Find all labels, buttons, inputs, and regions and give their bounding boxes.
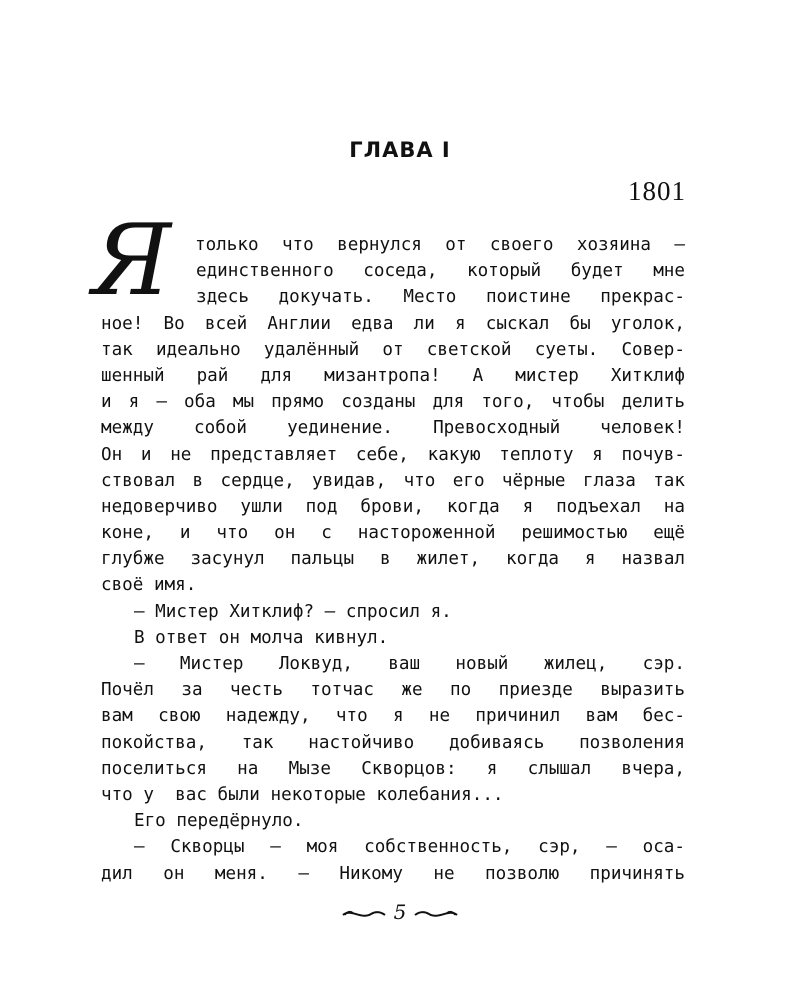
text-line: так идеально удалённый от светской суеты. Совер- <box>101 339 685 360</box>
text-line: Он и не представляет себе, какую теплоту я почув- <box>101 444 685 465</box>
right-flourish-icon <box>413 906 459 922</box>
page-number: 5 <box>393 900 407 924</box>
left-flourish-icon <box>341 906 387 922</box>
text-line: недоверчиво ушли под брови, когда я подъехал на <box>101 496 685 517</box>
text-line: — Мистер Локвуд, ваш новый жилец, сэр. <box>134 654 685 674</box>
text-line: покойства, так настойчиво добиваясь позволения <box>101 732 685 753</box>
text-line: — Скворцы — моя собственность, сэр, — оса- <box>134 837 685 858</box>
text-line: и я — оба мы прямо созданы для того, чтобы делить <box>101 392 685 413</box>
text-line: поселиться на Мызе Скворцов: я слышал вчера, <box>101 758 685 779</box>
text-line: вам свою надежду, что я не причинил вам бес- <box>101 706 685 727</box>
text-line: только что вернулся от своего хозяина — <box>195 235 685 255</box>
text-line: здесь докучать. Место поистине прекрас- <box>196 287 685 308</box>
text-line: единственного соседа, который будет мне <box>196 261 685 282</box>
text-line: глубже засунул пальцы в жилет, когда я назвал <box>101 549 685 570</box>
text-line: дил он меня. — Никому не позволю причинять <box>101 863 685 884</box>
text-line: — Мистер Хитклиф? — спросил я. <box>134 601 452 622</box>
chapter-year: 1801 <box>628 176 686 206</box>
text-line: между собой уединение. Превосходный человек! <box>101 418 685 439</box>
text-line: коне, и что он с настороженной решимостью ещё <box>101 523 685 544</box>
text-line: В ответ он молча кивнул. <box>134 627 389 648</box>
text-line: что у вас были некоторые колебания... <box>101 784 504 805</box>
text-line: шенный рай для мизантропа! А мистер Хитклиф <box>101 365 685 386</box>
text-line: Почёл за честь тотчас же по приезде выразить <box>101 680 685 701</box>
page-number-ornament <box>0 900 800 924</box>
text-line: ствовал в сердце, увидав, что его чёрные глаза так <box>101 470 685 491</box>
body-text <box>101 232 685 887</box>
text-line: своё имя. <box>101 575 197 596</box>
drop-cap: Я <box>92 204 172 318</box>
chapter-title: ГЛАВА I <box>349 138 451 162</box>
text-line: Его передёрнуло. <box>134 811 304 832</box>
text-line: ное! Во всей Англии едва ли я сыскал бы уголок, <box>101 313 685 334</box>
